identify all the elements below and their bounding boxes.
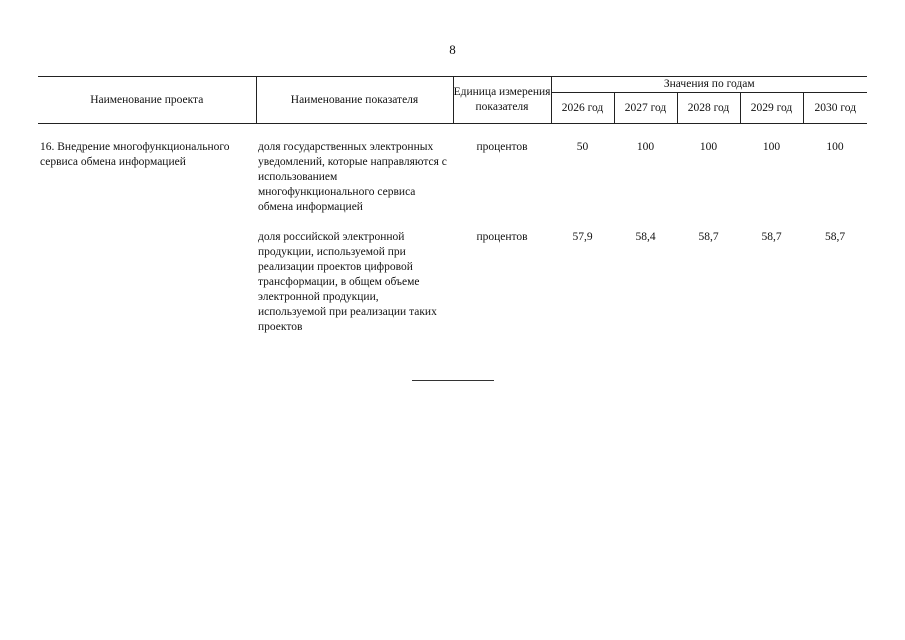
header-project: Наименование проекта (38, 77, 256, 124)
header-values-by-year: Значения по годам (551, 77, 867, 93)
value-cell: 100 (762, 141, 781, 153)
end-of-document-rule (412, 380, 494, 381)
value-cell: 100 (826, 141, 844, 153)
table-header (38, 77, 867, 124)
indicator-name-cell: доля российской электронной продукции, используемой при реализации проектов цифровой трансформации, в общем объеме электронной продукции, используемой при реализации таких проектов (258, 231, 437, 333)
table-row (38, 124, 867, 216)
header-unit: Единица измерения показателя (453, 77, 551, 124)
page-number: 8 (449, 42, 456, 57)
value-cell: 57,9 (572, 231, 593, 243)
header-indicator: Наименование показателя (256, 77, 453, 124)
header-year: 2026 год (551, 93, 614, 124)
project-name-cell: 16. Внедрение многофункционального сервиса обмена информацией (40, 141, 230, 168)
value-cell: 58,7 (761, 231, 782, 243)
header-year: 2030 год (803, 93, 867, 124)
header-year: 2029 год (740, 93, 803, 124)
table-row (38, 215, 867, 335)
value-cell: 100 (636, 141, 655, 153)
header-year: 2027 год (614, 93, 677, 124)
project-name-cell (38, 215, 256, 335)
indicators-table (38, 76, 867, 335)
value-cell: 58,7 (824, 231, 846, 243)
value-cell: 50 (576, 141, 589, 153)
value-cell: 58,7 (698, 231, 719, 243)
value-cell: 100 (699, 141, 718, 153)
value-cell: 58,4 (635, 231, 656, 243)
unit-cell: процентов (476, 231, 528, 243)
indicator-name-cell: доля государственных электронных уведомлений, которые направляются с использованием многофункционального сервиса обмена информацией (258, 141, 447, 213)
unit-cell: процентов (476, 141, 528, 153)
header-year: 2028 год (677, 93, 740, 124)
